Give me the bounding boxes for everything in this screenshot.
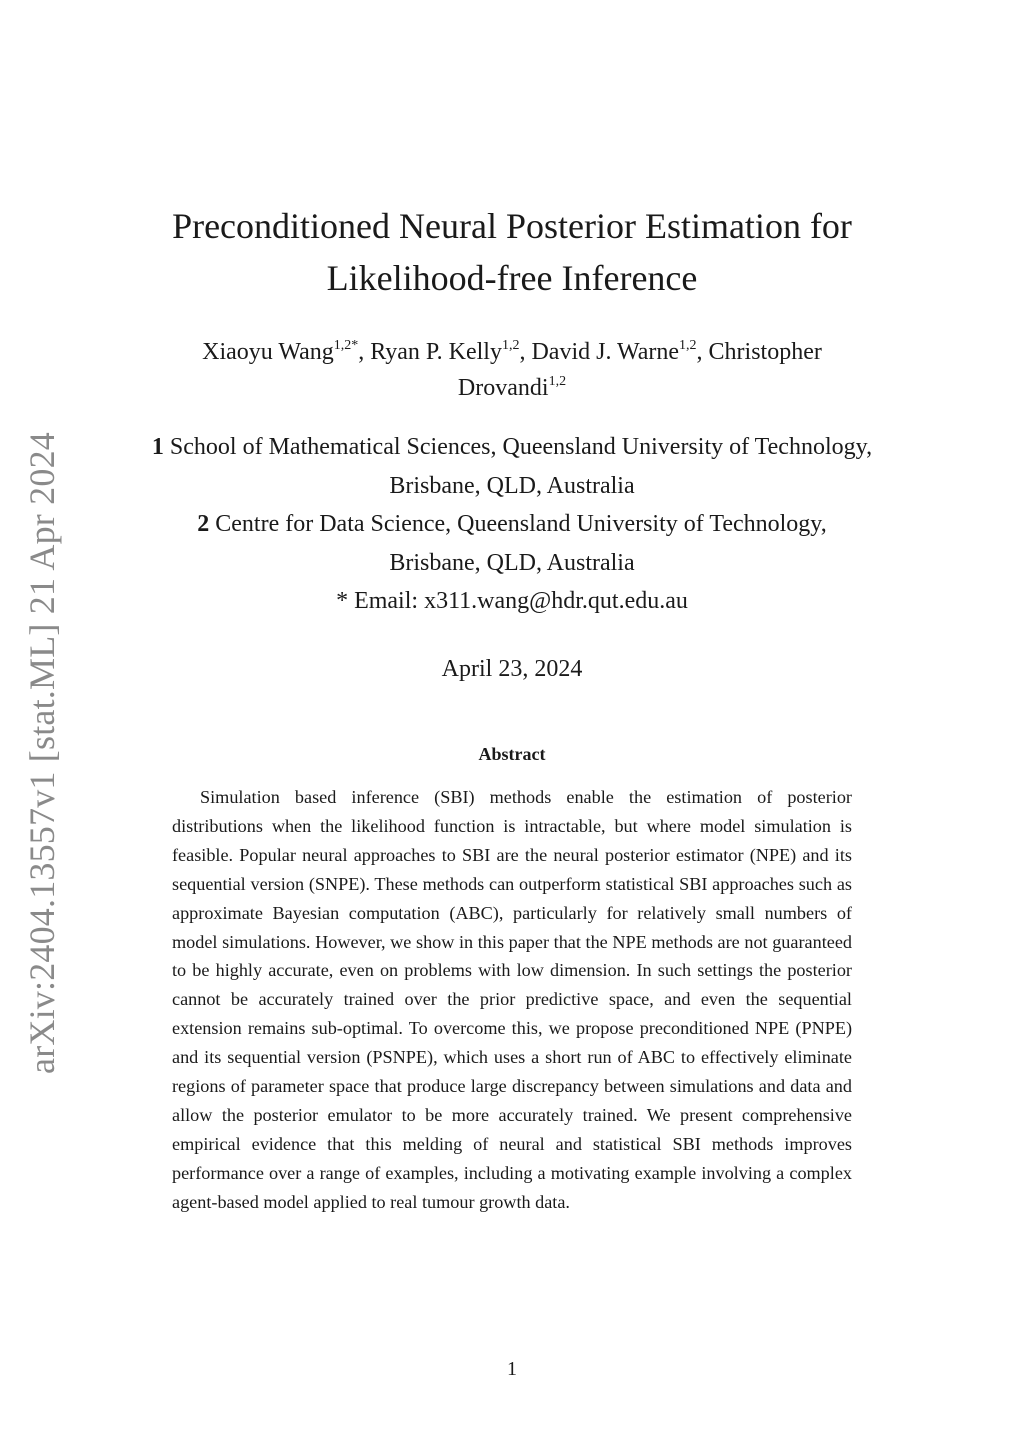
- affiliation-text: School of Mathematical Sciences, Queensland University of Technology,: [169, 434, 873, 460]
- affiliation-2-line-1: [0, 505, 1024, 544]
- author-affiliation-marker: 1,2: [548, 374, 567, 389]
- affiliation-2-line-2: Brisbane, QLD, Australia: [389, 549, 635, 576]
- author-affiliation-marker: 1,2: [501, 338, 520, 353]
- abstract-heading: Abstract: [478, 744, 546, 764]
- paper-title: [0, 200, 1024, 304]
- author-affiliation-marker: 1,2: [679, 338, 697, 353]
- affiliation-block: [0, 428, 1024, 621]
- email-marker: *: [336, 588, 349, 614]
- paper-title-line-1: Preconditioned Neural Posterior Estimation for: [172, 206, 852, 246]
- author-list: [0, 334, 1024, 406]
- affiliation-marker: 1: [151, 434, 164, 460]
- abstract-body: Simulation based inference (SBI) methods enable the estimation of posterior distributions when the likelihood function is intractable, but where model simulation is feasible. Popular neural approaches to SBI are the neural posterior estimator (NPE) and its sequential version (SNPE). These methods can outperform statistical SBI approaches such as approximate Bayesian computation (ABC), particularly for relatively small numbers of model simulations. However, we show in this paper that the NPE methods are not guaranteed to be highly accurate, even on problems with low dimension. In such settings the posterior cannot be accurately trained over the prior predictive space, and even the sequential extension remains sub-optimal. To overcome this, we propose preconditioned NPE (PNPE) and its sequential version (PSNPE), which uses a short run of ABC to effectively eliminate regions of parameter space that produce large discrepancy between simulations and data and allow the posterior emulator to be more accurately trained. We present comprehensive empirical evidence that this melding of neural and statistical SBI methods improves performance over a range of examples, including a motivating example involving a complex agent-based model applied to real tumour growth data.: [172, 787, 852, 1212]
- affiliation-1-line-2: Brisbane, QLD, Australia: [389, 472, 635, 499]
- publication-date: April 23, 2024: [441, 656, 583, 682]
- corresponding-email: [0, 582, 1024, 621]
- arxiv-identifier-stamp: arXiv:2404.13557v1 [stat.ML] 21 Apr 2024: [22, 432, 62, 1074]
- affiliation-marker: 2: [197, 511, 210, 537]
- author-line-1: Xiaoyu Wang$^{1,2*}$, Ryan P. Kelly$^{1,2}$, David J. Warne$^{1,2}$, Christopher: [202, 338, 822, 365]
- affiliation-text: Centre for Data Science, Queensland University of Technology,: [215, 511, 827, 537]
- page-number: 1: [507, 1358, 517, 1380]
- email-text: Email: x311.wang@hdr.qut.edu.au: [354, 588, 688, 614]
- paper-title-line-2: Likelihood-free Inference: [326, 258, 698, 298]
- author-name: Xiaoyu Wang: [202, 339, 334, 365]
- author-affiliation-marker: 1,2*: [333, 338, 359, 353]
- affiliation-1-line-1: [0, 428, 1024, 467]
- author-name: Drovandi: [457, 375, 549, 401]
- author-name: Christopher: [708, 339, 822, 365]
- author-line-2: [0, 370, 1024, 406]
- author-name: Ryan P. Kelly: [370, 339, 502, 365]
- author-name: David J. Warne: [531, 339, 680, 365]
